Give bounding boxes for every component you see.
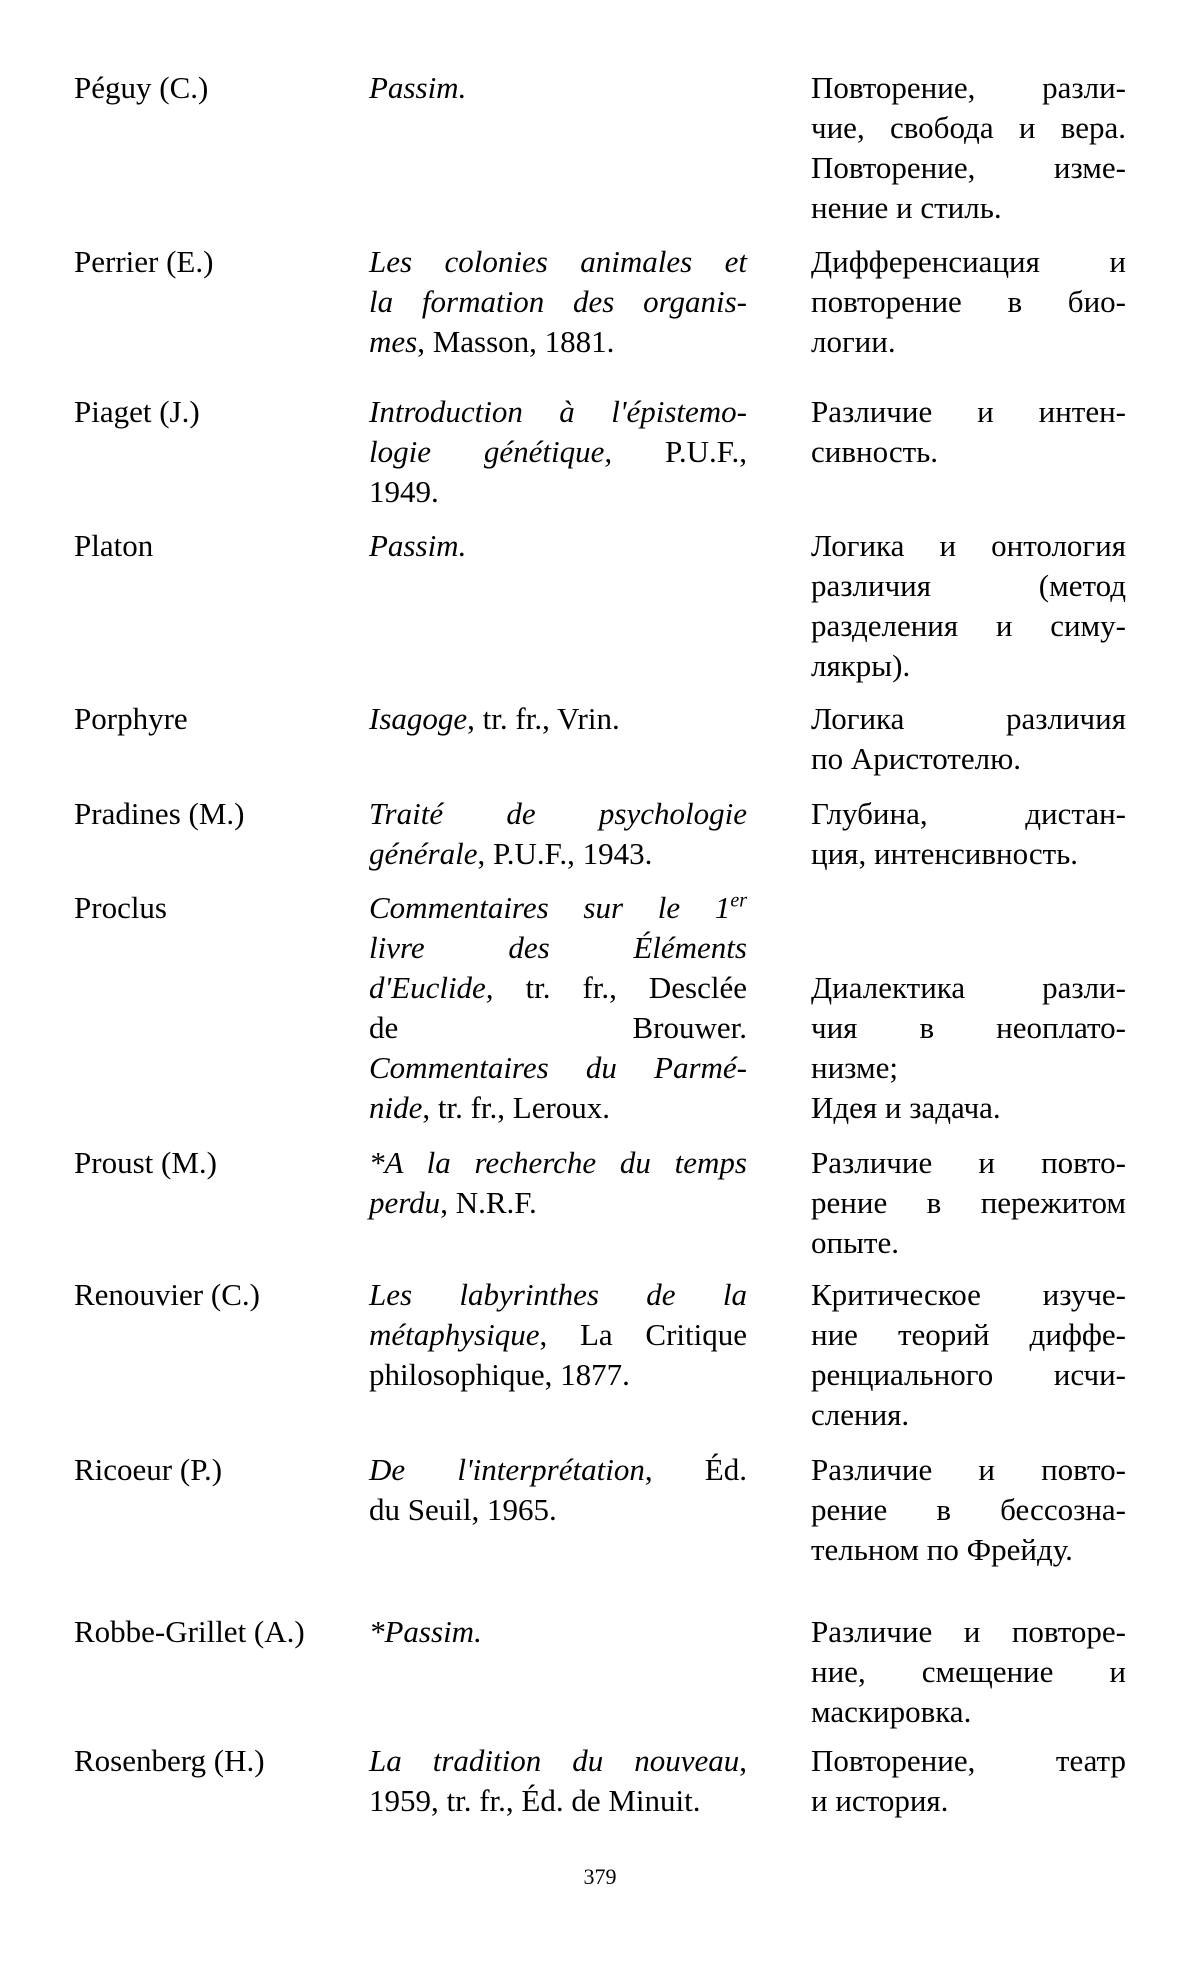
topic-line: Различие и интен- — [811, 394, 1126, 429]
work-line — [369, 1612, 747, 1652]
work-reference — [369, 1612, 747, 1652]
author-name: Ricoeur (P.) — [74, 1452, 223, 1487]
work-reference — [369, 699, 747, 739]
work-title-text: Commentaires du Parmé- — [369, 1050, 747, 1085]
publication-text: de Brouwer. — [369, 1010, 747, 1045]
publication-text: , P.U.F., 1943. — [477, 836, 653, 871]
work-title-text: Les labyrinthes de la — [369, 1277, 747, 1312]
topic-description — [811, 392, 1126, 472]
work-line — [369, 1450, 747, 1490]
author-name: Péguy (C.) — [74, 70, 209, 105]
topic-line: сления. — [811, 1397, 910, 1432]
page-number: 379 — [583, 1864, 617, 1889]
topic-line: рение в пережитом — [811, 1185, 1126, 1220]
publication-text: , Éd. — [644, 1452, 747, 1487]
work-line — [369, 1355, 747, 1395]
author-name: Piaget (J.) — [74, 394, 200, 429]
work-line — [369, 888, 747, 928]
work-line — [369, 242, 747, 282]
work-title-text: Passim. — [369, 70, 467, 105]
work-title-text: De l'interprétation — [369, 1452, 645, 1487]
topic-line: Критическое изуче- — [811, 1277, 1126, 1312]
topic-description — [811, 1612, 1126, 1732]
work-title-text: perdu — [369, 1185, 441, 1220]
work-reference — [369, 392, 747, 512]
work-title-text: nide — [369, 1090, 423, 1125]
work-reference — [369, 68, 747, 108]
topic-line: Глубина, дистан- — [811, 796, 1126, 831]
author-name: Perrier (E.) — [74, 244, 214, 279]
topic-line — [811, 928, 1126, 968]
topic-description — [811, 794, 1126, 874]
topic-line: по Аристотелю. — [811, 741, 1021, 776]
topic-description — [811, 242, 1126, 362]
topic-line: Идея и задача. — [811, 1090, 1001, 1125]
publication-text: tr. fr., Desclée — [493, 970, 747, 1005]
topic-description — [811, 888, 1126, 1128]
author-name: Robbe-Grillet (A.) — [74, 1614, 305, 1649]
author-name: Pradines (M.) — [74, 796, 245, 831]
work-line — [369, 1781, 747, 1821]
publication-text: philosophique, 1877. — [369, 1357, 630, 1392]
work-reference — [369, 1275, 747, 1395]
topic-description — [811, 1143, 1126, 1263]
work-title-text: mes — [369, 324, 418, 359]
work-title-text: Isagoge — [369, 701, 468, 736]
publication-text: , tr. fr., Leroux. — [422, 1090, 611, 1125]
work-line — [369, 1275, 747, 1315]
work-title-text: Les colonies animales et — [369, 244, 747, 279]
topic-line: Повторение, разли- — [811, 70, 1126, 105]
work-reference — [369, 794, 747, 874]
topic-line: ние теорий диффе- — [811, 1317, 1126, 1352]
work-line — [369, 472, 747, 512]
topic-line: чие, свобода и вера. — [811, 110, 1126, 145]
topic-description — [811, 699, 1126, 779]
topic-line: различия (метод — [811, 568, 1126, 603]
topic-description — [811, 526, 1126, 686]
publication-text: , Masson, 1881. — [417, 324, 615, 359]
work-line — [369, 392, 747, 432]
work-line — [369, 1008, 747, 1048]
topic-line: Различие и повто- — [811, 1452, 1126, 1487]
publication-text: , — [739, 1743, 747, 1778]
work-title-text: Commentaires sur le 1 — [369, 890, 731, 925]
work-reference — [369, 1741, 747, 1821]
author-name: Proclus — [74, 890, 167, 925]
topic-line: разделения и симу- — [811, 608, 1126, 643]
work-title-text: La tradition du nouveau — [369, 1743, 740, 1778]
topic-line: Повторение, изме- — [811, 150, 1126, 185]
publication-text: , N.R.F. — [440, 1185, 537, 1220]
work-reference — [369, 888, 747, 1128]
work-title-text: Traité de psychologie — [369, 796, 747, 831]
work-line — [369, 1048, 747, 1088]
work-line — [369, 526, 747, 566]
topic-line: ция, интенсивность. — [811, 836, 1079, 871]
topic-line: Дифференсиация и — [811, 244, 1126, 279]
topic-line: Различие и повторе- — [811, 1614, 1126, 1649]
topic-line: опыте. — [811, 1225, 899, 1260]
topic-line: Логика и онтология — [811, 528, 1126, 563]
work-line — [369, 1490, 747, 1530]
topic-line: Логика различия — [811, 701, 1126, 736]
topic-description — [811, 68, 1126, 228]
work-line — [369, 1741, 747, 1781]
topic-line: логии. — [811, 324, 896, 359]
work-line — [369, 928, 747, 968]
work-line — [369, 432, 747, 472]
publication-text: 1949. — [369, 474, 439, 509]
topic-line: и история. — [811, 1783, 949, 1818]
topic-line: Диалектика разли- — [811, 970, 1126, 1005]
topic-line: сивность. — [811, 434, 939, 469]
publication-text: du Seuil, 1965. — [369, 1492, 557, 1527]
publication-text: , La Critique — [539, 1317, 747, 1352]
topic-line: повторение в био- — [811, 284, 1126, 319]
work-reference — [369, 1450, 747, 1530]
topic-description — [811, 1741, 1126, 1821]
work-title-text: livre des Éléments — [369, 930, 747, 965]
topic-line — [811, 888, 1126, 928]
work-line — [369, 1088, 747, 1128]
work-line — [369, 1143, 747, 1183]
work-line — [369, 322, 747, 362]
work-title-text: d'Euclide, — [369, 970, 494, 1005]
work-title-text: er — [730, 889, 747, 912]
author-name: Porphyre — [74, 701, 188, 736]
work-reference — [369, 526, 747, 566]
topic-line: низме; — [811, 1050, 898, 1085]
topic-line: лякры). — [811, 648, 911, 683]
topic-line: рение в бессозна- — [811, 1492, 1126, 1527]
work-title-text: *Passim. — [369, 1614, 482, 1649]
work-line — [369, 1315, 747, 1355]
work-line — [369, 794, 747, 834]
work-line — [369, 834, 747, 874]
author-name: Rosenberg (H.) — [74, 1743, 265, 1778]
topic-line: ние, смещение и — [811, 1654, 1126, 1689]
work-title-text: métaphysique — [369, 1317, 540, 1352]
work-line — [369, 282, 747, 322]
publication-text: 1959, tr. fr., Éd. de Minuit. — [369, 1783, 701, 1818]
topic-line: тельном по Фрейду. — [811, 1532, 1073, 1567]
work-line — [369, 699, 747, 739]
publication-text: , tr. fr., Vrin. — [467, 701, 620, 736]
work-title-text: *A la recherche du temps — [369, 1145, 747, 1180]
topic-description — [811, 1450, 1126, 1570]
topic-line: нение и стиль. — [811, 190, 1002, 225]
work-reference — [369, 242, 747, 362]
work-line — [369, 68, 747, 108]
work-line — [369, 968, 747, 1008]
author-name: Proust (M.) — [74, 1145, 217, 1180]
author-name: Platon — [74, 528, 154, 563]
author-name: Renouvier (C.) — [74, 1277, 260, 1312]
topic-line: маскировка. — [811, 1694, 972, 1729]
work-title-text: la formation des organis- — [369, 284, 747, 319]
work-title-text: Introduction à l'épistemo- — [369, 394, 747, 429]
topic-line: Повторение, театр — [811, 1743, 1126, 1778]
publication-text: P.U.F., — [612, 434, 747, 469]
topic-line: чия в неоплато- — [811, 1010, 1126, 1045]
topic-line: ренциального исчи- — [811, 1357, 1126, 1392]
work-reference — [369, 1143, 747, 1223]
topic-description — [811, 1275, 1126, 1435]
work-title-text: Passim. — [369, 528, 467, 563]
work-title-text: logie génétique, — [369, 434, 613, 469]
topic-line: Различие и повто- — [811, 1145, 1126, 1180]
work-title-text: générale — [369, 836, 478, 871]
work-line — [369, 1183, 747, 1223]
